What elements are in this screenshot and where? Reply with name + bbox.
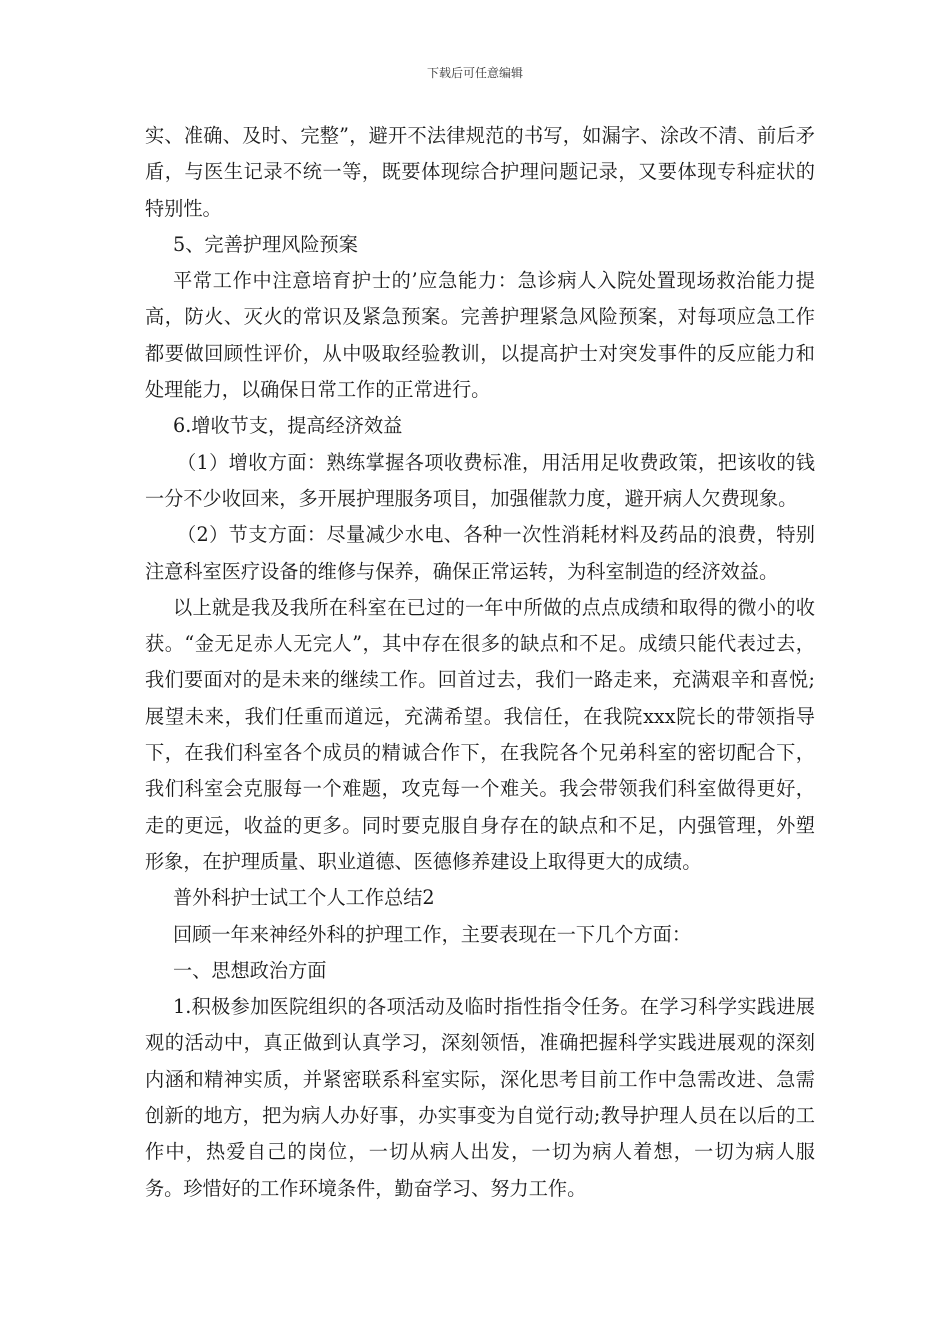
section-heading: 5、完善护理风险预案	[173, 232, 358, 256]
page-header: 下载后可任意编辑	[426, 66, 523, 80]
paragraph: （2）节支方面：尽量减少水电、各种一次性消耗材料及药品的浪费，特别注意科室医疗设备的维修与保养，确保正常运转，为科室制造的经济效益。	[145, 523, 815, 583]
paragraph: （1）增收方面：熟练掌握各项收费标准，用活用足收费政策，把该收的钱一分不少收回来，多开展护理服务项目，加强催款力度，避开病人欠费现象。	[145, 450, 815, 510]
paragraph: 平常工作中注意培育护士的’应急能力：急诊病人入院处置现场救治能力提高，防火、灭火的常识及紧急预案。完善护理紧急风险预案，对每项应急工作都要做回顾性评价，从中吸取经验教训，以提高护士对突发事件的反应能力和处理能力，以确保日常工作的正常进行。	[145, 269, 815, 402]
document-subtitle: 普外科护士试工个人工作总结2	[173, 886, 435, 910]
section-heading: 6.增收节支，提高经济效益	[173, 414, 403, 438]
document-body	[145, 118, 815, 1207]
paragraph: 回顾一年来神经外科的护理工作，主要表现在一下几个方面：	[173, 922, 692, 946]
section-heading: 一、思想政治方面	[173, 958, 327, 982]
paragraph-continuation: 实、准确、及时、完整”，避开不法律规范的书写，如漏字、涂改不清、前后矛盾，与医生记录不统一等，既要体现综合护理问题记录，又要体现专科症状的特别性。	[145, 124, 815, 220]
paragraph: 1.积极参加医院组织的各项活动及临时指性指令任务。在学习科学实践进展观的活动中，真正做到认真学习，深刻领悟，准确把握科学实践进展观的深刻内涵和精神实质，并紧密联系科室实际，深化思考目前工作中急需改进、急需创新的地方，把为病人办好事，办实事变为自觉行动;教导护理人员在以后的工作中，热爱自己的岗位，一切从病人出发，一切为病人着想，一切为病人服务。珍惜好的工作环境条件，勤奋学习、努力工作。	[145, 995, 815, 1200]
paragraph: 以上就是我及我所在科室在已过的一年中所做的点点成绩和取得的微小的收获。“金无足赤人无完人”，其中存在很多的缺点和不足。成绩只能代表过去，我们要面对的是未来的继续工作。回首过去，我们一路走来，充满艰辛和喜悦;展望未来，我们任重而道远，充满希望。我信任，在我院xxx院长的带领指导下，在我们科室各个成员的精诚合作下，在我院各个兄弟科室的密切配合下，我们科室会克服每一个难题，攻克每一个难关。我会带领我们科室做得更好，走的更远，收益的更多。同时要克服自身存在的缺点和不足，内强管理，外塑形象，在护理质量、职业道德、医德修养建设上取得更大的成绩。	[145, 595, 815, 873]
